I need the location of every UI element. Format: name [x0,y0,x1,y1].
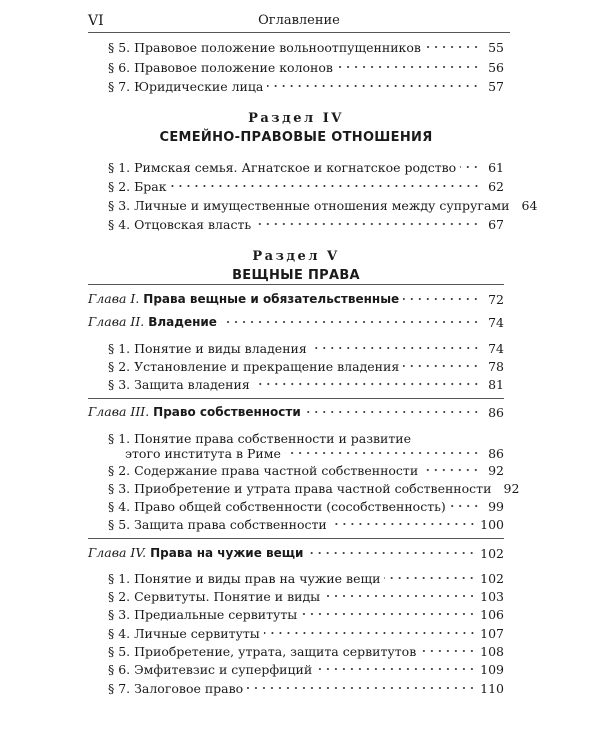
toc-entry[interactable] [108,60,504,75]
chapter-title: Права вещные и обязательственные [143,292,400,306]
section-title: СЕМЕЙНО-ПРАВОВЫЕ ОТНОШЕНИЯ [159,130,433,145]
toc-entry-label: § 6. Эмфитевзис и суперфиций [108,662,313,677]
leader-dots [460,161,480,173]
toc-entry[interactable] [108,499,504,514]
header-page-number: VI [88,13,104,29]
toc-entry-page: 100 [480,517,504,532]
toc-entry[interactable] [108,431,504,461]
chapter-page: 102 [480,546,504,561]
toc-entry-page: 61 [488,160,504,175]
chapter-entry[interactable] [88,314,504,330]
toc-entry-label: § 4. Личные сервитуты [108,626,260,641]
leader-dots [403,293,480,305]
toc-entry[interactable] [108,481,520,496]
section-label: Раздел V [252,249,340,264]
leader-dots [171,180,480,192]
section-label: Раздел IV [248,111,344,126]
toc-entry-label: § 1. Понятие и виды владения [108,341,307,356]
leader-dots [403,360,480,372]
toc-entry[interactable] [108,359,504,374]
toc-entry-label: § 3. Предиальные сервитуты [108,607,298,622]
toc-entry-label-cont: этого института в Риме [125,446,281,461]
leader-dots [267,80,480,92]
leader-dots [301,608,476,620]
toc-entry-label: § 5. Приобретение, утрата, защита сервитутов [108,644,417,659]
toc-entry[interactable] [108,463,504,478]
toc-entry-page: 92 [488,463,504,478]
toc-entry[interactable] [108,681,504,696]
toc-entry-label: § 3. Защита владения [108,377,250,392]
toc-entry-page: 57 [488,79,504,94]
leader-dots [316,663,476,675]
chapter-page: 72 [488,292,504,307]
toc-entry[interactable] [108,571,504,586]
toc-entry-page: 109 [480,662,504,677]
toc-entry-label: § 2. Содержание права частной собственности [108,463,419,478]
leader-dots [264,627,476,639]
toc-entry[interactable] [108,662,504,677]
leader-dots [331,518,476,530]
running-header [88,10,510,32]
leader-dots [337,61,480,73]
toc-entry-label: § 1. Римская семья. Агнатское и когнатское родство [108,160,457,175]
toc-entry-label: § 4. Отцовская власть [108,217,252,232]
toc-entry-label: § 7. Юридические лица [108,79,264,94]
toc-entry-label: § 5. Защита права собственности [108,517,327,532]
leader-dots [247,682,476,694]
chapter-prefix: Глава III. [88,404,150,419]
chapter-page: 86 [488,405,504,420]
chapter-title: Права на чужие вещи [150,546,304,560]
toc-entry[interactable] [108,377,504,392]
leader-dots [307,547,476,559]
toc-entry-label: § 2. Брак [108,179,167,194]
toc-entry[interactable] [108,644,504,659]
toc-entry-label: § 3. Личные и имущественные отношения между супругами [108,198,510,213]
toc-entry-label: § 3. Приобретение и утрата права частной собственности [108,481,492,496]
section-heading [88,111,504,145]
toc-entry-label: § 5. Правовое положение вольноотпущенников [108,40,421,55]
leader-dots [384,572,476,584]
toc-entry-page: 108 [480,644,504,659]
toc-entry-label: § 2. Сервитуты. Понятие и виды [108,589,321,604]
toc-entry-page: 55 [488,40,504,55]
leader-dots [420,645,476,657]
leader-dots [425,41,480,53]
toc-entry-label: § 7. Залоговое право [108,681,244,696]
toc-entry[interactable] [108,626,504,641]
header-rule [88,32,510,33]
leader-dots [305,406,480,418]
chapter-prefix: Глава I. [88,291,140,306]
toc-entry-page: 86 [488,446,504,461]
toc-entry[interactable] [108,179,504,194]
toc-entry-page: 62 [488,179,504,194]
section-heading [88,249,504,283]
toc-entry[interactable] [108,40,504,55]
chapter-title: Владение [148,315,217,329]
toc-entry[interactable] [108,198,538,213]
leader-dots [221,316,480,328]
toc-entry-page: 67 [488,217,504,232]
leader-dots [311,342,480,354]
toc-entry-page: 107 [480,626,504,641]
toc-entry-label: § 6. Правовое положение колонов [108,60,333,75]
leader-dots [450,500,480,512]
leader-dots [324,590,476,602]
divider [88,398,504,399]
toc-entry-page: 102 [480,571,504,586]
toc-entry[interactable] [108,217,504,232]
toc-entry[interactable] [108,79,504,94]
leader-dots [255,218,480,230]
toc-entry-page: 106 [480,607,504,622]
leader-dots [422,464,480,476]
chapter-prefix: Глава II. [88,314,145,329]
toc-entry[interactable] [108,607,504,622]
toc-entry-label: § 1. Понятие права собственности и развитие [108,431,412,446]
divider [88,284,504,285]
chapter-prefix: Глава IV. [88,545,147,560]
toc-entry-label: § 4. Право общей собственности (сособственность) [108,499,446,514]
header-title: Оглавление [258,13,340,28]
toc-entry-page: 110 [480,681,504,696]
toc-entry-page: 99 [488,499,504,514]
section-title: ВЕЩНЫЕ ПРАВА [232,268,360,283]
leader-dots [285,447,480,459]
chapter-page: 74 [488,315,504,330]
toc-entry-label: § 1. Понятие и виды прав на чужие вещи [108,571,381,586]
toc-entry[interactable] [108,160,504,175]
toc-entry[interactable] [108,589,504,604]
chapter-entry[interactable] [88,404,504,420]
toc-entry-page: 81 [488,377,504,392]
toc-entry-page: 78 [488,359,504,374]
chapter-title: Право собственности [153,405,301,419]
divider [88,538,504,539]
toc-entry-page: 56 [488,60,504,75]
toc-entry-page: 74 [488,341,504,356]
toc-entry-page: 64 [521,198,538,213]
chapter-entry[interactable] [88,545,504,561]
toc-entry[interactable] [108,517,504,532]
chapter-entry[interactable] [88,291,504,307]
toc-entry-page: 103 [480,589,504,604]
toc-entry-label: § 2. Установление и прекращение владения [108,359,400,374]
toc-entry-page: 92 [503,481,520,496]
toc-entry[interactable] [108,341,504,356]
leader-dots [254,378,480,390]
